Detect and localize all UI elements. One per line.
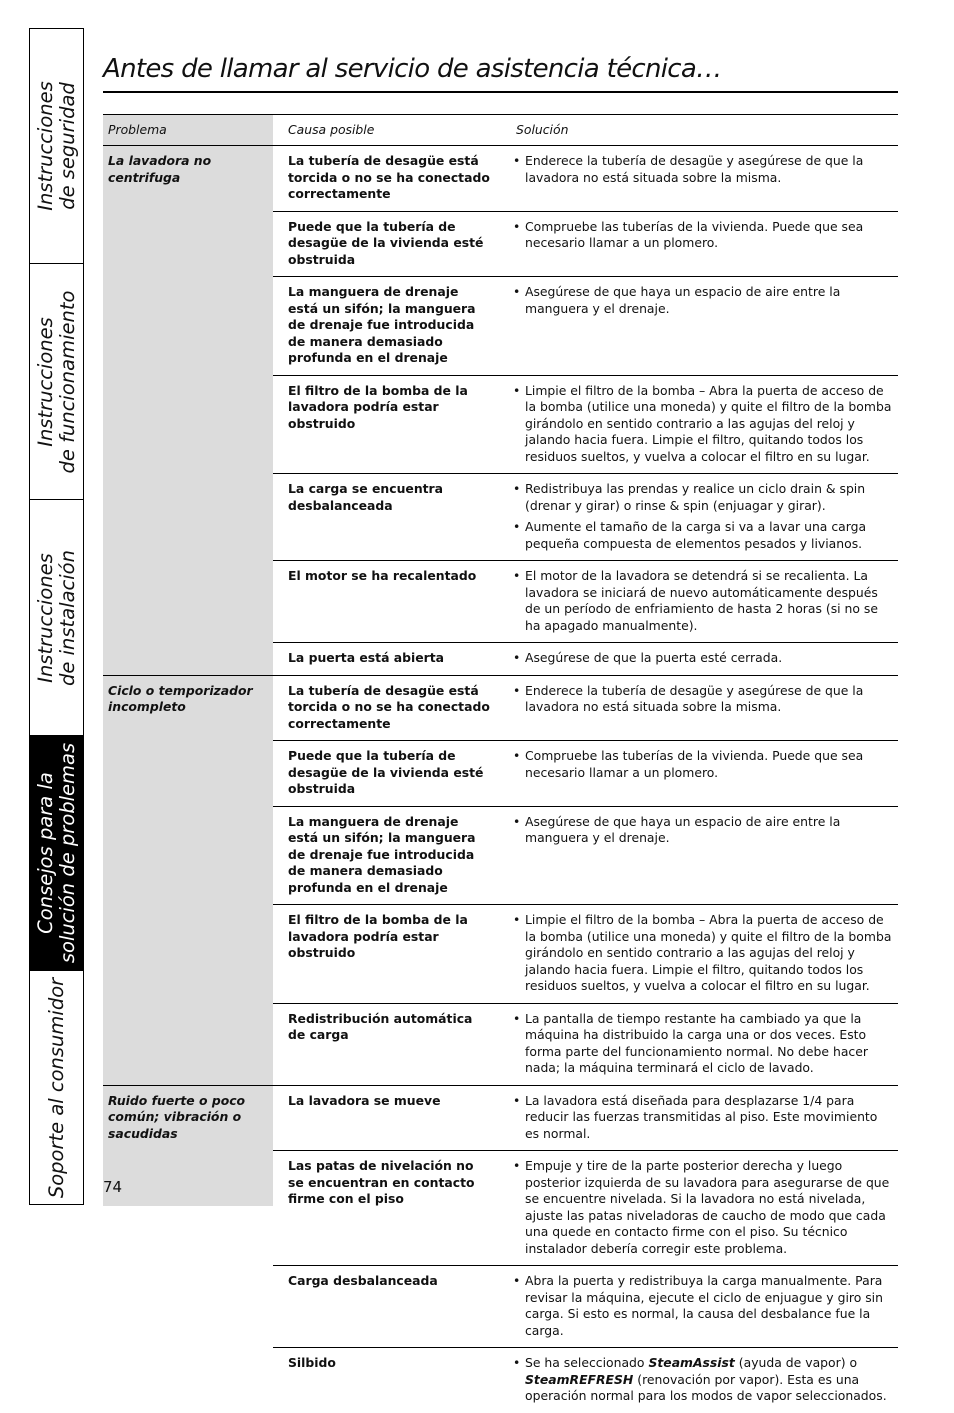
tab-seguridad[interactable] [30,29,83,264]
solution-cell [501,211,898,277]
tab-solucion-problemas[interactable] [30,736,83,971]
solution-text: Asegúrese de que haya un espacio de aire entre la manguera y el drenaje. [525,813,841,845]
solution-text: Redistribuya las prendas y realice un ciclo drain & spin (drenar y girar) o rinse & spin (enjuagar y girar). [525,481,866,513]
solution-cell [501,806,898,905]
cause-cell: Puede que la tubería de desagüe de la vivienda esté obstruida [273,211,501,277]
solution-bullet [513,814,892,847]
solution-bullet [513,219,892,252]
solution-text: Limpie el filtro de la bomba – Abra la puerta de acceso de la bomba (utilice una moneda) y quite el filtro de la bomba girándolo en sentido contrario a las agujas del reloj y jalando hacia fuera. Limpie el filtro, quitando todos los residuos sueltos, y vuelva a colocar el filtro en su lugar. [525,912,892,993]
table-row [103,146,898,212]
header-cause: Causa posible [273,115,501,146]
solution-bullet [513,383,892,466]
cause-cell: Redistribución automática de carga [273,1003,501,1085]
bullet-icon: • [513,1158,521,1173]
tab-funcionamiento[interactable] [30,264,83,500]
cause-cell: La manguera de drenaje está un sifón; la manguera de drenaje fue introducida de manera demasiado profunda en el drenaje [273,806,501,905]
solution-bullet [513,153,892,186]
tab-instalacion[interactable] [30,500,83,736]
title-divider [103,91,898,93]
solution-cell [501,561,898,643]
solution-bullet [513,1273,892,1339]
solution-text: Enderece la tubería de desagüe y asegúrese de que la lavadora no está situada sobre la misma. [525,682,864,714]
tab-label: Soporte al consumidor [44,977,68,1198]
solution-cell [501,675,898,741]
solution-text: Empuje y tire de la parte posterior derecha y luego posterior izquierda de su lavadora para asegurarse de que se encuentre nivelada. Si la lavadora no está nivelada, ajuste las patas niveladoras de caucho de modo que cada una quede en contacto firme con el piso. Su técnico instalador debería corregir este problema. [525,1158,890,1256]
bullet-icon: • [513,568,521,583]
solution-cell [501,905,898,1004]
cause-cell: El filtro de la bomba de la lavadora podría estar obstruido [273,375,501,474]
bullet-icon: • [513,1355,521,1370]
cause-cell: El motor se ha recalentado [273,561,501,643]
solution-bullet [513,1355,892,1405]
troubleshooting-table [103,114,898,1413]
table-row [103,675,898,741]
solution-text: La pantalla de tiempo restante ha cambiado ya que la máquina ha distribuido la carga una or dos veces. Esto forma parte del funcionamiento normal. No debe hacer nada; la máquina terminará el ciclo de lavado. [525,1010,868,1075]
cause-cell: La manguera de drenaje está un sifón; la manguera de drenaje fue introducida de manera demasiado profunda en el drenaje [273,277,501,376]
table-row [103,1085,898,1151]
page-number: 74 [103,1178,123,1196]
solution-text: La lavadora está diseñada para desplazarse 1/4 para reducir las fuerzas transmitidas al piso. Este movimiento es normal. [525,1092,878,1141]
bullet-icon: • [513,912,521,927]
bullet-icon: • [513,748,521,763]
solution-cell [501,375,898,474]
solution-bullet [513,748,892,781]
bullet-icon: • [513,382,521,398]
bullet-icon: • [513,519,521,534]
problem-cell: Ruido fuerte o poco común; vibración o sacudidas [103,1085,273,1413]
cause-cell: Las patas de nivelación no se encuentran en contacto firme con el piso [273,1151,501,1266]
problem-cell: La lavadora no centrifuga [103,146,273,676]
solution-cell [501,1085,898,1151]
cause-cell: Puede que la tubería de desagüe de la vivienda esté obstruida [273,741,501,807]
tab-label: Instrucciones de instalación [33,549,79,686]
bullet-icon: • [513,218,521,234]
solution-bullet [513,912,892,995]
solution-cell [501,741,898,807]
bullet-icon: • [513,284,521,299]
solution-cell [501,1151,898,1266]
solution-text: Aumente el tamaño de la carga si va a lavar una carga pequeña compuesta de elementos pesados y livianos. [525,519,867,551]
solution-cell [501,1266,898,1348]
cause-cell: Silbido [273,1348,501,1413]
solution-bullet [513,683,892,716]
solution-text: El motor de la lavadora se detendrá si se recalienta. La lavadora se iniciará de nuevo automáticamente después de un período de enfriamiento de hasta 2 horas (si no se ha apagado manualmente). [525,568,878,633]
bullet-icon: • [513,1273,521,1288]
solution-text: Asegúrese de que haya un espacio de aire entre la manguera y el drenaje. [525,284,841,316]
solution-cell [501,1348,898,1413]
table-header-row [103,115,898,146]
cause-cell: La tubería de desagüe está torcida o no se ha conectado correctamente [273,146,501,212]
solution-text: Asegúrese de que la puerta esté cerrada. [525,650,783,665]
bullet-icon: • [513,650,521,665]
header-solution: Solución [501,115,898,146]
cause-cell: Carga desbalanceada [273,1266,501,1348]
solution-text: Compruebe las tuberías de la vivienda. Puede que sea necesario llamar a un plomero. [525,748,864,780]
tab-label: Instrucciones de seguridad [33,81,79,211]
problem-cell: Ciclo o temporizador incompleto [103,675,273,1085]
tab-soporte-consumidor[interactable] [30,971,83,1204]
tab-label: Instrucciones de funcionamiento [33,290,79,473]
cause-cell: La lavadora se mueve [273,1085,501,1151]
solution-bullet [513,481,892,514]
header-problem: Problema [103,115,273,146]
solution-text: Compruebe las tuberías de la vivienda. Puede que sea necesario llamar a un plomero. [525,218,864,250]
solution-bullet [513,1011,892,1077]
bullet-icon: • [513,1010,521,1026]
solution-cell [501,146,898,212]
bullet-icon: • [513,1092,521,1108]
solution-cell [501,643,898,676]
tab-label: Consejos para la solución de problemas [33,742,79,964]
cause-cell: El filtro de la bomba de la lavadora podría estar obstruido [273,905,501,1004]
bullet-icon: • [513,682,521,698]
cause-cell: La tubería de desagüe está torcida o no se ha conectado correctamente [273,675,501,741]
bullet-icon: • [513,813,521,829]
table-body [103,146,898,1413]
bullet-icon: • [513,481,521,496]
solution-cell [501,277,898,376]
solution-bullet [513,650,892,667]
solution-bullet [513,284,892,317]
cause-cell: La carga se encuentra desbalanceada [273,474,501,561]
solution-bullet [513,1093,892,1143]
solution-bullet [513,519,892,552]
solution-bullet [513,568,892,634]
page-title: Antes de llamar al servicio de asistencia técnica… [103,54,722,84]
solution-text: Se ha seleccionado SteamAssist (ayuda de vapor) o SteamREFRESH (renovación por vapor). Esta es una operación normal para los modos de vapor seleccionados. [525,1355,887,1403]
solution-text: Enderece la tubería de desagüe y asegúrese de que la lavadora no está situada sobre la misma. [525,153,864,185]
side-tabs [29,28,84,1205]
solution-cell [501,1003,898,1085]
solution-text: Abra la puerta y redistribuya la carga manualmente. Para revisar la máquina, ejecute el ciclo de enjuague y giro sin carga. Si esto es normal, la causa del desbalance fue la carga. [525,1273,883,1338]
solution-text: Limpie el filtro de la bomba – Abra la puerta de acceso de la bomba (utilice una moneda) y quite el filtro de la bomba girándolo en sentido contrario a las agujas del reloj y jalando hacia fuera. Limpie el filtro, quitando todos los residuos sueltos, y vuelva a colocar el filtro en su lugar. [525,382,892,464]
solution-bullet [513,1158,892,1257]
cause-cell: La puerta está abierta [273,643,501,676]
bullet-icon: • [513,153,521,168]
solution-cell [501,474,898,561]
